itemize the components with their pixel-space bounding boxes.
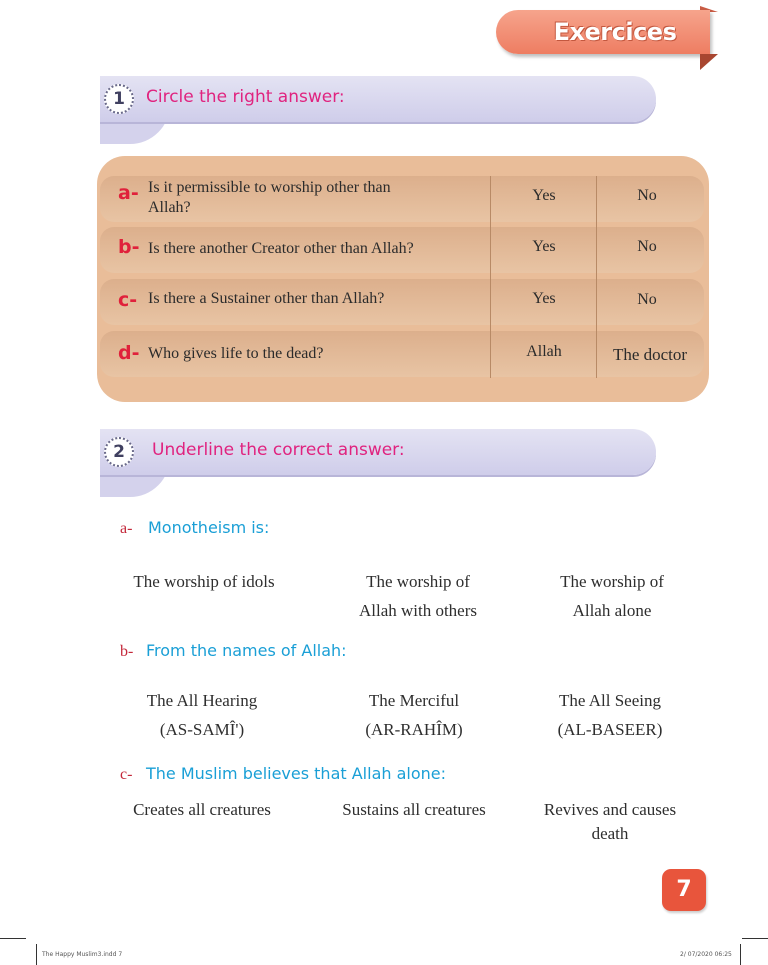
date-label: 2/ 07/2020 06:25 (680, 951, 732, 958)
answer-option[interactable]: Yes (532, 290, 556, 307)
page-number: 7 (662, 869, 706, 911)
page-title: Exercices (553, 18, 677, 46)
question-text: Who gives life to the dead? (148, 345, 324, 362)
answer-option[interactable]: Revives and causes death (543, 800, 677, 843)
section1-number-badge: 1 (104, 84, 134, 114)
answer-option[interactable]: The All Hearing (AS-SAMÎ') (146, 691, 258, 739)
answer-option[interactable]: Yes (532, 187, 556, 204)
question-text: Monotheism is: (148, 518, 270, 537)
answer-option[interactable]: Yes (532, 238, 556, 255)
section2-title: Underline the correct answer: (152, 440, 405, 460)
answer-option[interactable]: Creates all creatures (133, 800, 271, 819)
answer-option[interactable]: Sustains all creatures (342, 800, 486, 819)
crop-mark (0, 938, 26, 939)
answer-option[interactable]: The doctor (612, 345, 688, 364)
section2-number-badge: 2 (104, 437, 134, 467)
question-letter: a- (120, 520, 133, 537)
file-label: The Happy Muslim3.indd 7 (42, 951, 123, 958)
answer-option[interactable]: The All Seeing (AL-BASEER) (557, 691, 663, 739)
answer-option[interactable]: The worship of idols (133, 572, 275, 591)
crop-mark (742, 938, 768, 939)
question-text: Is it permissible to worship other than Allah? (148, 179, 391, 216)
banner-tail (700, 54, 718, 70)
crop-mark (740, 944, 741, 965)
question-letter: c- (120, 766, 133, 783)
question-text: Is there another Creator other than Allah? (148, 240, 414, 257)
column-divider (596, 176, 597, 378)
answer-option[interactable]: The worship of Allah alone (560, 572, 664, 620)
question-letter: b- (120, 643, 134, 660)
question-text: From the names of Allah: (146, 641, 347, 660)
answer-option[interactable]: The Merciful (AR-RAHÎM) (365, 691, 463, 739)
section1-title: Circle the right answer: (146, 87, 345, 107)
crop-mark (36, 944, 37, 965)
answer-option[interactable]: No (637, 238, 657, 255)
answer-option[interactable]: No (637, 187, 657, 204)
column-divider (490, 176, 491, 378)
row-letter: c- (118, 289, 138, 311)
question-text: Is there a Sustainer other than Allah? (148, 290, 385, 307)
question-text: The Muslim believes that Allah alone: (146, 764, 447, 783)
answer-option[interactable]: The worship of Allah with others (358, 572, 478, 620)
row-letter: a- (118, 182, 139, 204)
row-letter: b- (118, 236, 140, 258)
row-letter: d- (118, 342, 140, 364)
answer-option[interactable]: Allah (526, 343, 562, 360)
answer-option[interactable]: No (637, 291, 657, 308)
